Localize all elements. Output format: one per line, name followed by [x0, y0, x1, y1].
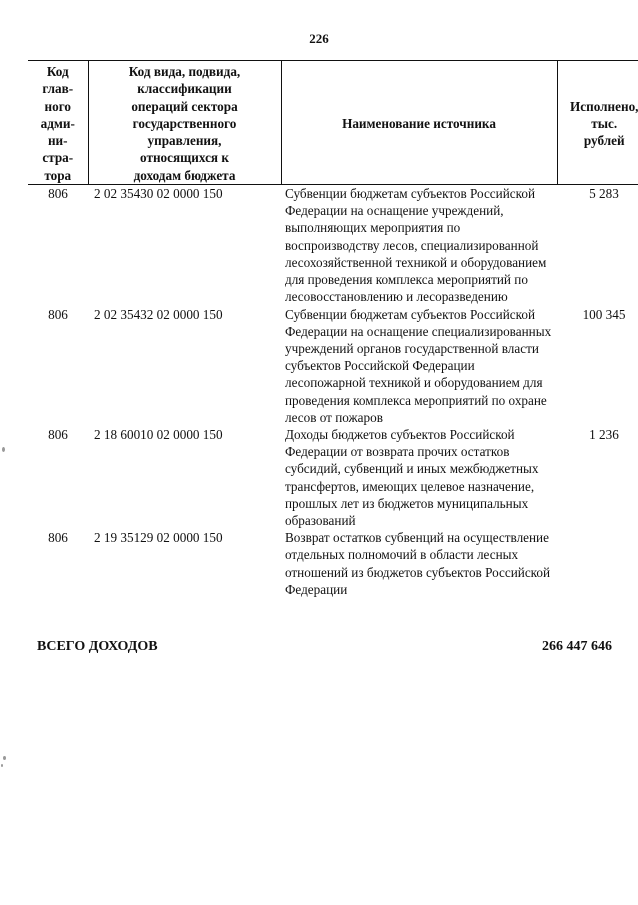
- revenue-table: [28, 60, 638, 598]
- scan-speck: [1, 764, 3, 767]
- scan-speck: [3, 756, 6, 760]
- source-name-cell: Возврат остатков субвенций на осуществление отдельных полномочий в области лесных отношений из бюджетов субъектов Российской Федерации: [285, 530, 551, 597]
- table-row: [28, 306, 638, 426]
- class-code-cell: 2 18 60010 02 0000 150: [94, 426, 223, 442]
- amount-cell: 100 345: [582, 306, 626, 322]
- amount-cell: [557, 529, 638, 598]
- admin-code-cell: 806: [48, 426, 68, 442]
- total-label: ВСЕГО ДОХОДОВ: [37, 639, 158, 654]
- header-admin-code: Код глав- ного адми- ни- стра- тора: [28, 61, 88, 185]
- source-name-cell: Доходы бюджетов субъектов Российской Федерации от возврата прочих остатков субсидий, субвенций и иных межбюджетных трансфертов, имеющих целевое назначение, прошлых лет из бюджетов муниципальных образований: [285, 426, 539, 528]
- admin-code-cell: 806: [48, 186, 68, 202]
- scan-speck: [2, 447, 5, 452]
- header-executed: Исполнено, тыс. рублей: [557, 61, 638, 185]
- admin-code-cell: 806: [48, 306, 68, 322]
- class-code-cell: 2 02 35432 02 0000 150: [94, 306, 223, 322]
- header-class-code: Код вида, подвида, классификации операций сектора государственного управления, относящихся к доходам бюджета: [88, 61, 281, 185]
- class-code-cell: 2 19 35129 02 0000 150: [94, 530, 223, 546]
- admin-code-cell: 806: [48, 530, 68, 546]
- header-source-name: Наименование источника: [281, 61, 557, 185]
- amount-cell: 5 283: [589, 186, 619, 202]
- table-row: [28, 426, 638, 529]
- source-name-cell: Субвенции бюджетам субъектов Российской Федерации на оснащение учреждений, выполняющих мероприятия по воспроизводству лесов, специализированной лесохозяйственной техникой и оборудованием для проведения комплекса мероприятий по лесовосстановлению и лесоразведению: [285, 186, 547, 305]
- page-number: 226: [309, 31, 329, 46]
- total-value: 266 447 646: [542, 639, 612, 654]
- class-code-cell: 2 02 35430 02 0000 150: [94, 186, 223, 202]
- table-row: [28, 529, 638, 598]
- table-row: [28, 185, 638, 306]
- amount-cell: 1 236: [589, 426, 619, 442]
- source-name-cell: Субвенции бюджетам субъектов Российской Федерации на оснащение специализированных учреждений органов государственной власти субъектов Российской Федерации лесопожарной техникой и оборудованием для проведения комплекса мероприятий по охране лесов от пожаров: [285, 306, 552, 425]
- table-header: [28, 61, 638, 185]
